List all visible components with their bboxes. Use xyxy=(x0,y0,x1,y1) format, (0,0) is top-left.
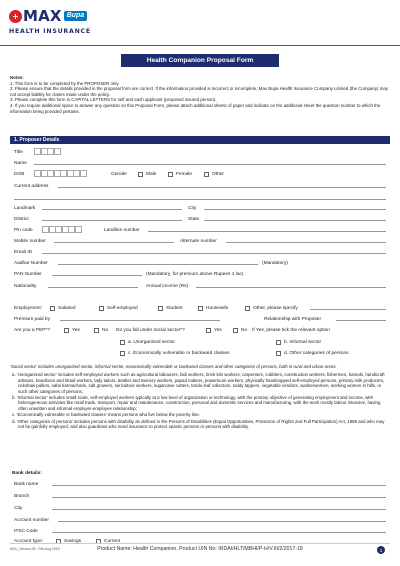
gender-male-label: Male xyxy=(146,172,157,177)
social-sector-no-label: No xyxy=(241,328,248,333)
logo-cross-icon: + xyxy=(9,10,22,23)
page-number: 1 xyxy=(377,546,385,554)
employment-label: Employment: xyxy=(14,306,42,311)
footer-version-code: MXU_Version 05 - Feb Aug 2019 xyxy=(10,547,60,551)
employment-housewife-checkbox[interactable] xyxy=(198,306,203,311)
header-divider xyxy=(0,45,400,46)
social-sector-definitions xyxy=(10,364,390,430)
definition-item: d. 'Other categories of persons' includes persons with disability as defined in the Persons of Disabilities (Equal Opportunities, Protection of Rights and Full Participation) Act, 1995 and who may not be gainfully employed; and also guardians who need insurance to protect spastic persons or persons with disability. xyxy=(12,418,385,430)
employment-other-field[interactable] xyxy=(310,303,386,310)
bank-city-label: City xyxy=(14,506,23,511)
pin-code-label: Pin code xyxy=(14,228,33,233)
bank-city-field[interactable] xyxy=(52,503,386,510)
title-label: Title xyxy=(14,150,23,155)
district-field[interactable] xyxy=(42,214,182,221)
logo-subtitle: HEALTH INSURANCE xyxy=(9,28,91,35)
premium-paid-by-field[interactable] xyxy=(60,314,220,321)
footer-product-info: Product Name: Health Companion, Product UIN No: IRDAI/HLT/MBHI/P-H/V.III/2/2017-18 xyxy=(97,546,303,552)
city-field[interactable] xyxy=(204,203,386,210)
aadhar-mandatory-note: (Mandatory) xyxy=(262,261,288,266)
economically-vulnerable-checkbox[interactable] xyxy=(120,351,125,356)
max-bupa-logo xyxy=(9,7,104,47)
note-item: 3. Please complete this form in CAPITAL LETTERS for self and each applicant (proposed insured person). xyxy=(10,97,217,103)
social-sector-yes-checkbox[interactable] xyxy=(206,328,211,333)
note-item: 1. This form is to be completed by the PROPOSER only. xyxy=(10,80,120,86)
social-sector-yes-label: Yes xyxy=(214,328,222,333)
nationality-label: Nationality xyxy=(14,284,37,289)
account-current-label: Current xyxy=(104,539,120,544)
pin-code-field[interactable] xyxy=(42,226,81,233)
gender-label: Gender xyxy=(111,172,127,177)
social-sector-if-yes-note: If Yes, please tick the relevant option xyxy=(252,328,330,333)
logo-max-text: MAX xyxy=(23,7,62,25)
notes-title: Notes: xyxy=(10,75,24,80)
gender-female-checkbox[interactable] xyxy=(168,172,173,177)
pan-label: PAN Number xyxy=(14,272,42,277)
state-label: State xyxy=(188,217,200,222)
ifsc-label: IFSC Code xyxy=(14,529,38,534)
branch-field[interactable] xyxy=(52,491,386,498)
mobile-label: Mobile number xyxy=(14,239,46,244)
landline-label: Landline number xyxy=(104,228,140,233)
email-field[interactable] xyxy=(42,247,386,254)
informal-sector-label: b. Informal sector xyxy=(284,340,322,345)
alternate-number-field[interactable] xyxy=(226,236,386,243)
pan-field[interactable] xyxy=(52,269,142,276)
mobile-field[interactable] xyxy=(54,236,174,243)
bank-name-label: Bank name xyxy=(14,482,39,487)
pan-mandatory-note: (Mandatory, for premium above Rupees 1 lac) xyxy=(146,272,244,277)
premium-paid-by-label: Premium paid by xyxy=(14,317,50,322)
state-field[interactable] xyxy=(204,214,386,221)
name-label: Name xyxy=(14,161,27,166)
account-number-label: Account number xyxy=(14,518,49,523)
definition-item: a. 'Unorganized sector' includes self-employed workers such as agricultural labourers, bidi workers, brick kiln workers, carpenters, cobblers, construction workers, fishermen, hamals, handicraft artisans, handloom and khadi workers, lady tailors, leather and tannery workers, papad makers, powerloom workers, physically handicapped self-employed persons, primary milk producers, rickshaw pullers, safai karmacharis, salt growers, sericulture workers, sugarcane cutters, tendu leaf collectors, toddy tappers, vegetable vendors, washerwomen, working women in hills, or such other categories of persons; xyxy=(12,372,385,394)
alternate-number-label: Alternate number xyxy=(180,239,217,244)
definition-item: b. 'Informal sector' includes small scale, self-employed workers typically at a low level of organization or technology, with the primary objective of generating employment and income, with heterogeneous activities like retail trade, transport, repair and maintenance, construction, personal and domestic services and manufacturing, with the work mostly labour intensive, having often unwritten and informal employer-employee relationship; xyxy=(12,395,381,411)
district-label: District xyxy=(14,217,29,222)
name-field[interactable] xyxy=(34,158,386,165)
note-item: 4. If you require additional space to answer any question on this Proposal Form, please attach additional sheets of paper and indicate on the additional sheet the question number to which the information being provided pertains. xyxy=(10,102,381,114)
nationality-field[interactable] xyxy=(48,281,138,288)
definitions-intro: 'Social sector' includes unorganized sector, informal sector, economically vulnerable or backward classes and other categories of persons, both in rural and urban areas. xyxy=(10,364,337,369)
annual-income-label: Annual income (Rs) xyxy=(146,284,189,289)
annual-income-field[interactable] xyxy=(196,281,386,288)
bank-name-field[interactable] xyxy=(52,479,386,486)
form-title: Health Companion Proposal Form xyxy=(121,54,279,67)
aadhar-field[interactable] xyxy=(58,258,258,265)
notes-block xyxy=(10,75,390,114)
gender-other-label: Other xyxy=(212,172,224,177)
relationship-field[interactable] xyxy=(336,314,386,321)
landline-field[interactable] xyxy=(148,225,386,232)
pep-no-label: No xyxy=(102,328,109,333)
pep-no-checkbox[interactable] xyxy=(94,328,99,333)
employment-other-label: Other, please specify xyxy=(253,306,298,311)
current-address-line-2[interactable] xyxy=(14,193,386,200)
account-number-field[interactable] xyxy=(58,515,386,522)
aadhar-label: Aadhar Number xyxy=(14,261,48,266)
dob-label: DOB xyxy=(14,172,25,177)
current-address-line-1[interactable] xyxy=(58,181,386,188)
employment-salaried-label: Salaried xyxy=(58,306,76,311)
city-label: City xyxy=(188,206,197,211)
branch-label: Branch xyxy=(14,494,30,499)
gender-female-label: Female xyxy=(176,172,192,177)
logo-bupa-badge: Bupa xyxy=(64,11,88,21)
title-field[interactable] xyxy=(34,148,60,155)
email-label: Email ID xyxy=(14,250,33,255)
account-type-label: Account type: xyxy=(14,539,44,544)
ifsc-field[interactable] xyxy=(52,526,386,533)
relationship-label: Relationship with Proposer xyxy=(264,317,322,322)
account-savings-label: Savings xyxy=(64,539,82,544)
unorganized-sector-label: a. Unorganized sector xyxy=(128,340,175,345)
employment-student-checkbox[interactable] xyxy=(158,306,163,311)
current-address-label: Current address xyxy=(14,184,49,189)
landmark-field[interactable] xyxy=(42,203,182,210)
economically-vulnerable-label: c. Economically vulnerable or backward classes xyxy=(128,351,230,356)
bank-details-title: Bank details: xyxy=(12,471,42,476)
unorganized-sector-checkbox[interactable] xyxy=(120,340,125,345)
gender-male-checkbox[interactable] xyxy=(138,172,143,177)
proposer-section-header: 1. Proposer Details xyxy=(10,136,390,144)
other-categories-checkbox[interactable] xyxy=(276,351,281,356)
employment-self-employed-label: Self-employed xyxy=(107,306,138,311)
landmark-label: Landmark xyxy=(14,206,36,211)
social-sector-question: Do you fall under social sector*? xyxy=(116,328,185,333)
note-item: 2. Please ensure that the details provided in the proposal form are correct. If the information provided is incorrect or incomplete, Max Bupa Health Insurance Company Limited (the Company) may not accept liability for claims made under the policy. xyxy=(10,86,389,97)
employment-other-checkbox[interactable] xyxy=(245,306,250,311)
employment-salaried-checkbox[interactable] xyxy=(50,306,55,311)
footer-divider xyxy=(10,543,390,544)
pep-label: Are you a PEP*? xyxy=(14,328,50,333)
other-categories-label: d. Other categories of persons xyxy=(284,351,349,356)
pep-yes-label: Yes xyxy=(72,328,80,333)
pep-yes-checkbox[interactable] xyxy=(64,328,69,333)
dob-field[interactable] xyxy=(34,170,86,177)
employment-housewife-label: Housewife xyxy=(206,306,229,311)
employment-self-employed-checkbox[interactable] xyxy=(99,306,104,311)
employment-student-label: Student xyxy=(166,306,183,311)
gender-other-checkbox[interactable] xyxy=(204,172,209,177)
informal-sector-checkbox[interactable] xyxy=(276,340,281,345)
social-sector-no-checkbox[interactable] xyxy=(233,328,238,333)
definition-item: c. 'Economically vulnerable or backward classes' means persons who live below the poverty line. xyxy=(12,412,200,418)
